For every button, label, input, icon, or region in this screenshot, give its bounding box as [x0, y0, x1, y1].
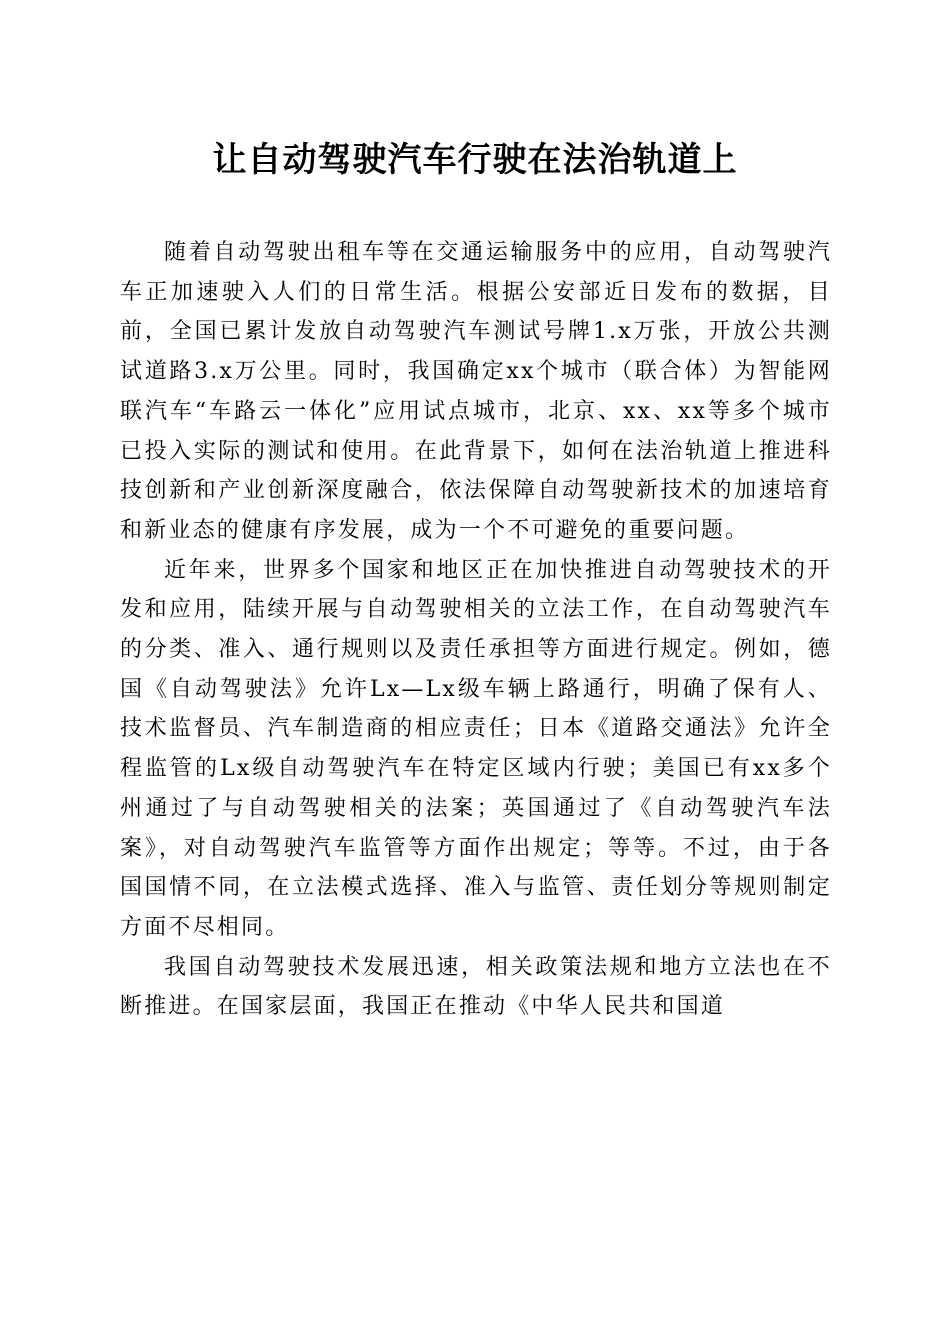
document-body [120, 233, 832, 1027]
document-title: 让自动驾驶汽车行驶在法治轨道上 [212, 140, 738, 180]
paragraph-2: 近年来，世界多个国家和地区正在加快推进自动驾驶技术的开发和应用，陆续开展与自动驾驶相关的立法工作，在自动驾驶汽车的分类、准入、通行规则以及责任承担等方面进行规定。例如，德国《自动驾驶法》允许Lx—Lx级车辆上路通行，明确了保有人、技术监督员、汽车制造商的相应责任；日本《道路交通法》允许全程监管的Lx级自动驾驶汽车在特定区域内行驶；美国已有xx多个州通过了与自动驾驶相关的法案；英国通过了《自动驾驶汽车法案》，对自动驾驶汽车监管等方面作出规定；等等。不过，由于各国国情不同，在立法模式选择、准入与监管、责任划分等规则制定方面不尽相同。 [120, 557, 832, 940]
paragraph-1: 随着自动驾驶出租车等在交通运输服务中的应用，自动驾驶汽车正加速驶入人们的日常生活。根据公安部近日发布的数据，目前，全国已累计发放自动驾驶汽车测试号牌1.x万张，开放公共测试道路3.x万公里。同时，我国确定xx个城市（联合体）为智能网联汽车“车路云一体化”应用试点城市，北京、xx、xx等多个城市已投入实际的测试和使用。在此背景下，如何在法治轨道上推进科技创新和产业创新深度融合，依法保障自动驾驶新技术的加速培育和新业态的健康有序发展，成为一个不可避免的重要问题。 [120, 240, 832, 543]
paragraph-3: 我国自动驾驶技术发展迅速，相关政策法规和地方立法也在不断推进。在国家层面，我国正在推动《中华人民共和国道 [120, 954, 832, 1020]
